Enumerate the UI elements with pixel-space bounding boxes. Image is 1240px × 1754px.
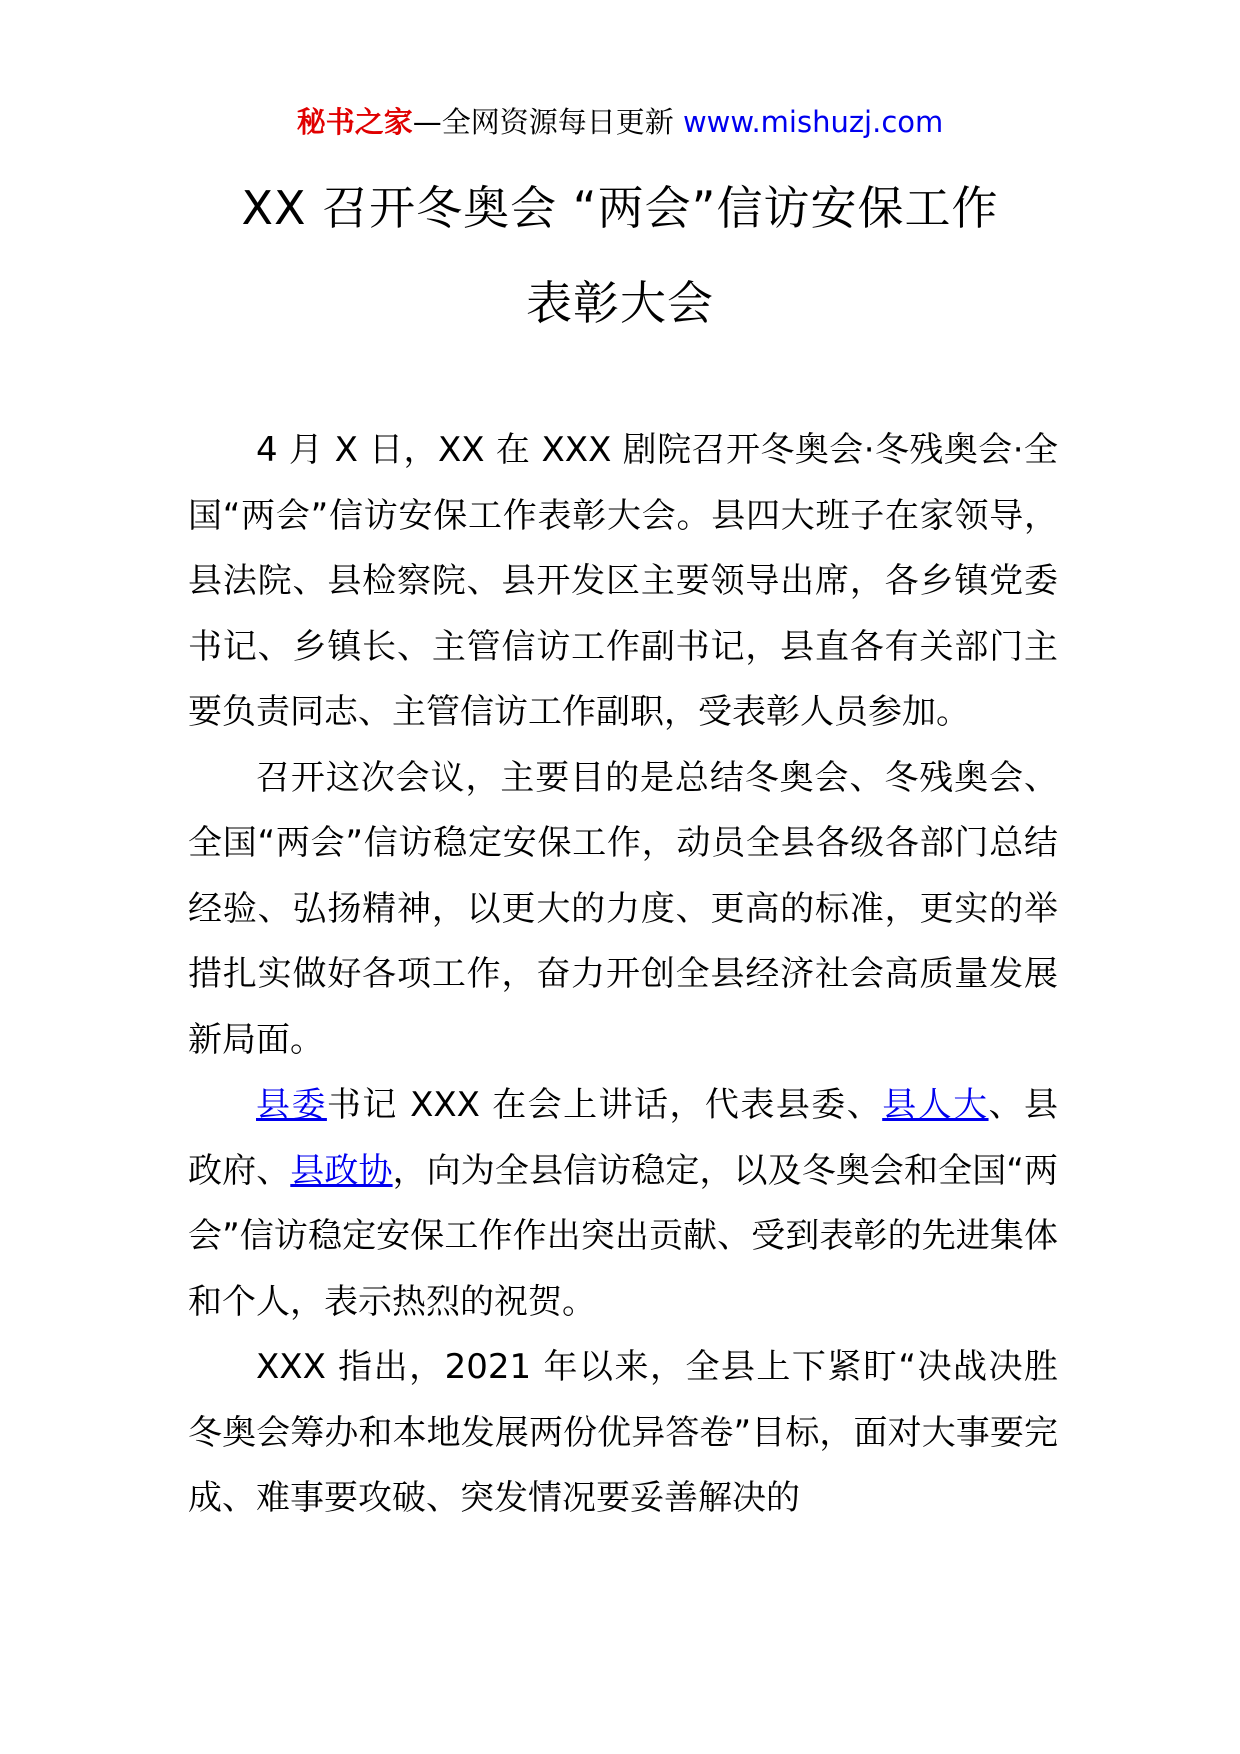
paragraph-3 xyxy=(188,1073,1058,1335)
brand-name: 秘书之家 xyxy=(296,105,413,139)
link-county-cppcc[interactable]: 县政协 xyxy=(290,1150,393,1191)
site-url[interactable]: www.mishuzj.com xyxy=(682,105,944,139)
site-header xyxy=(0,100,1240,144)
paragraph-4: XXX 指出，2021 年以来，全县上下紧盯“决战决胜冬奥会筹办和本地发展两份优异答卷”目标，面对大事要完成、难事要攻破、突发情况要妥善解决的 xyxy=(188,1347,1058,1518)
paragraph-3-text-3: ，向为全县信访稳定，以及冬奥会和全国“两会”信访稳定安保工作作出突出贡献、受到表彰的先进集体和个人，表示热烈的祝贺。 xyxy=(188,1150,1059,1322)
header-tagline: —全网资源每日更新 xyxy=(412,105,683,139)
paragraph-2: 召开这次会议，主要目的是总结冬奥会、冬残奥会、全国“两会”信访稳定安保工作，动员全县各级各部门总结经验、弘扬精神，以更大的力度、更高的标准，更实的举措扎实做好各项工作，奋力开创全县经济社会高质量发展新局面。 xyxy=(188,757,1058,1060)
paragraph-1: 4 月 X 日，XX 在 XXX 剧院召开冬奥会·冬残奥会·全国“两会”信访安保工作表彰大会。县四大班子在家领导，县法院、县检察院、县开发区主要领导出席，各乡镇党委书记、乡镇长、主管信访工作副书记，县直各有关部门主要负责同志、主管信访工作副职，受表彰人员参加。 xyxy=(188,430,1058,732)
document-title-line-1: XX 召开冬奥会 “两会”信访安保工作 xyxy=(241,181,999,235)
link-county-committee[interactable]: 县委 xyxy=(256,1085,327,1125)
paragraph-3-text-2: 、县政府、 xyxy=(188,1085,1058,1191)
paragraph-3-text-1: 书记 XXX 在会上讲话，代表县委、 xyxy=(326,1085,883,1125)
document-title-line-2: 表彰大会 xyxy=(526,276,714,330)
link-county-peoples-congress[interactable]: 县人大 xyxy=(882,1085,989,1125)
document-body xyxy=(188,418,1058,1532)
